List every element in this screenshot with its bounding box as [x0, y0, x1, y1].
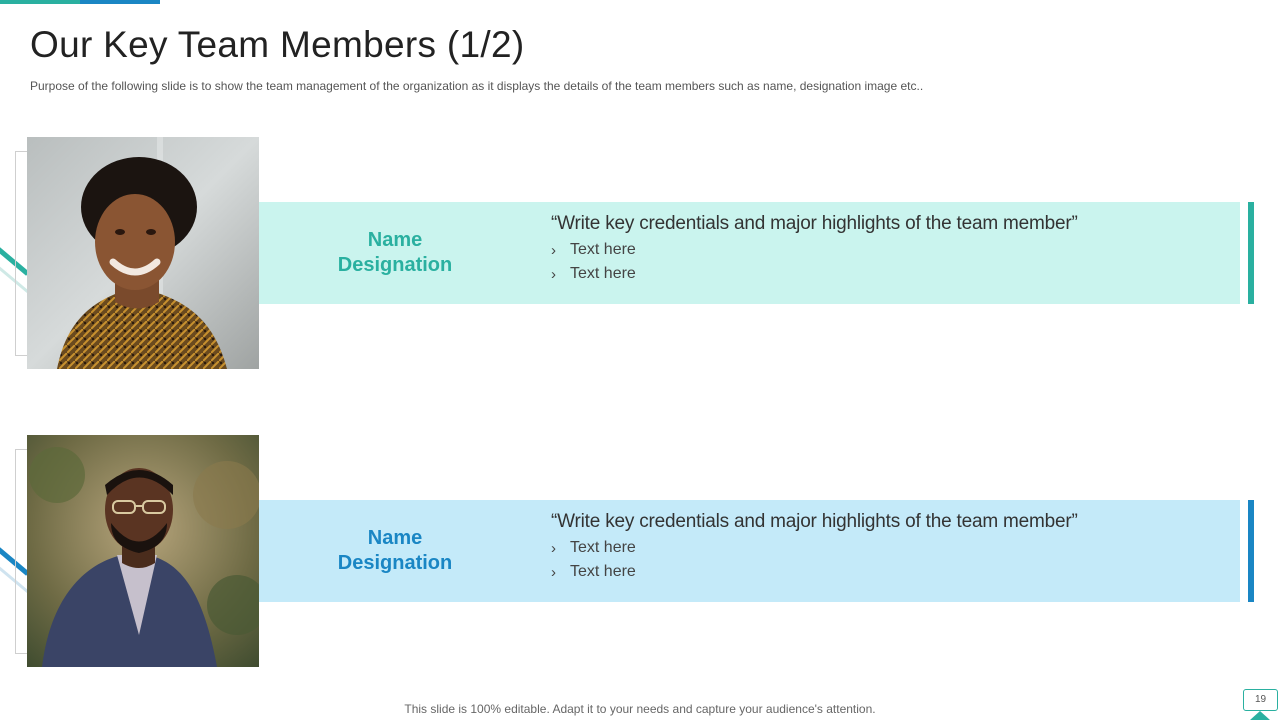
band-end-accent-2 [1248, 500, 1254, 602]
chevron-right-icon: › [551, 265, 556, 283]
slide-subtitle: Purpose of the following slide is to show the team management of the organization as it displays the details of the team members such as name, designation image etc.. [30, 79, 924, 93]
bullet-item [551, 563, 1078, 581]
member-photo-2 [27, 435, 259, 667]
slide-title: Our Key Team Members (1/2) [30, 24, 525, 65]
member-name-block-1 [259, 202, 531, 304]
chevron-right-icon: › [551, 563, 556, 581]
bullet-text: Text here [570, 265, 636, 282]
member-name-1: Name [367, 229, 423, 251]
member-info-band-1 [259, 202, 1240, 304]
member-name-block-2 [259, 500, 531, 602]
member-designation-2: Designation [337, 552, 453, 574]
member-quote-1: “Write key credentials and major highlights of the team member” [551, 213, 1078, 234]
top-accent-bar-blue [80, 0, 160, 4]
member-quote-2: “Write key credentials and major highlights of the team member” [551, 511, 1078, 532]
footer-note: This slide is 100% editable. Adapt it to your needs and capture your audience's attention. [404, 702, 876, 716]
chevron-right-icon: › [551, 539, 556, 557]
member-details-2 [551, 511, 1078, 581]
member-photo-1 [27, 137, 259, 369]
member-designation-1: Designation [337, 254, 453, 276]
bullet-item [551, 265, 1078, 283]
woman-portrait-photo [27, 137, 259, 369]
member-details-1 [551, 213, 1078, 283]
member-name-2: Name [367, 527, 423, 549]
page-number-badge: 19 [1243, 689, 1278, 711]
band-end-accent-1 [1248, 202, 1254, 304]
man-portrait-photo [27, 435, 259, 667]
bullet-text: Text here [570, 563, 636, 580]
chevron-right-icon: › [551, 241, 556, 259]
bullet-text: Text here [570, 539, 636, 556]
bullet-item [551, 539, 1078, 557]
bullet-text: Text here [570, 241, 636, 258]
top-accent-bar-teal [0, 0, 80, 4]
bullet-item [551, 241, 1078, 259]
page-number-pointer [1250, 711, 1270, 720]
member-info-band-2 [259, 500, 1240, 602]
